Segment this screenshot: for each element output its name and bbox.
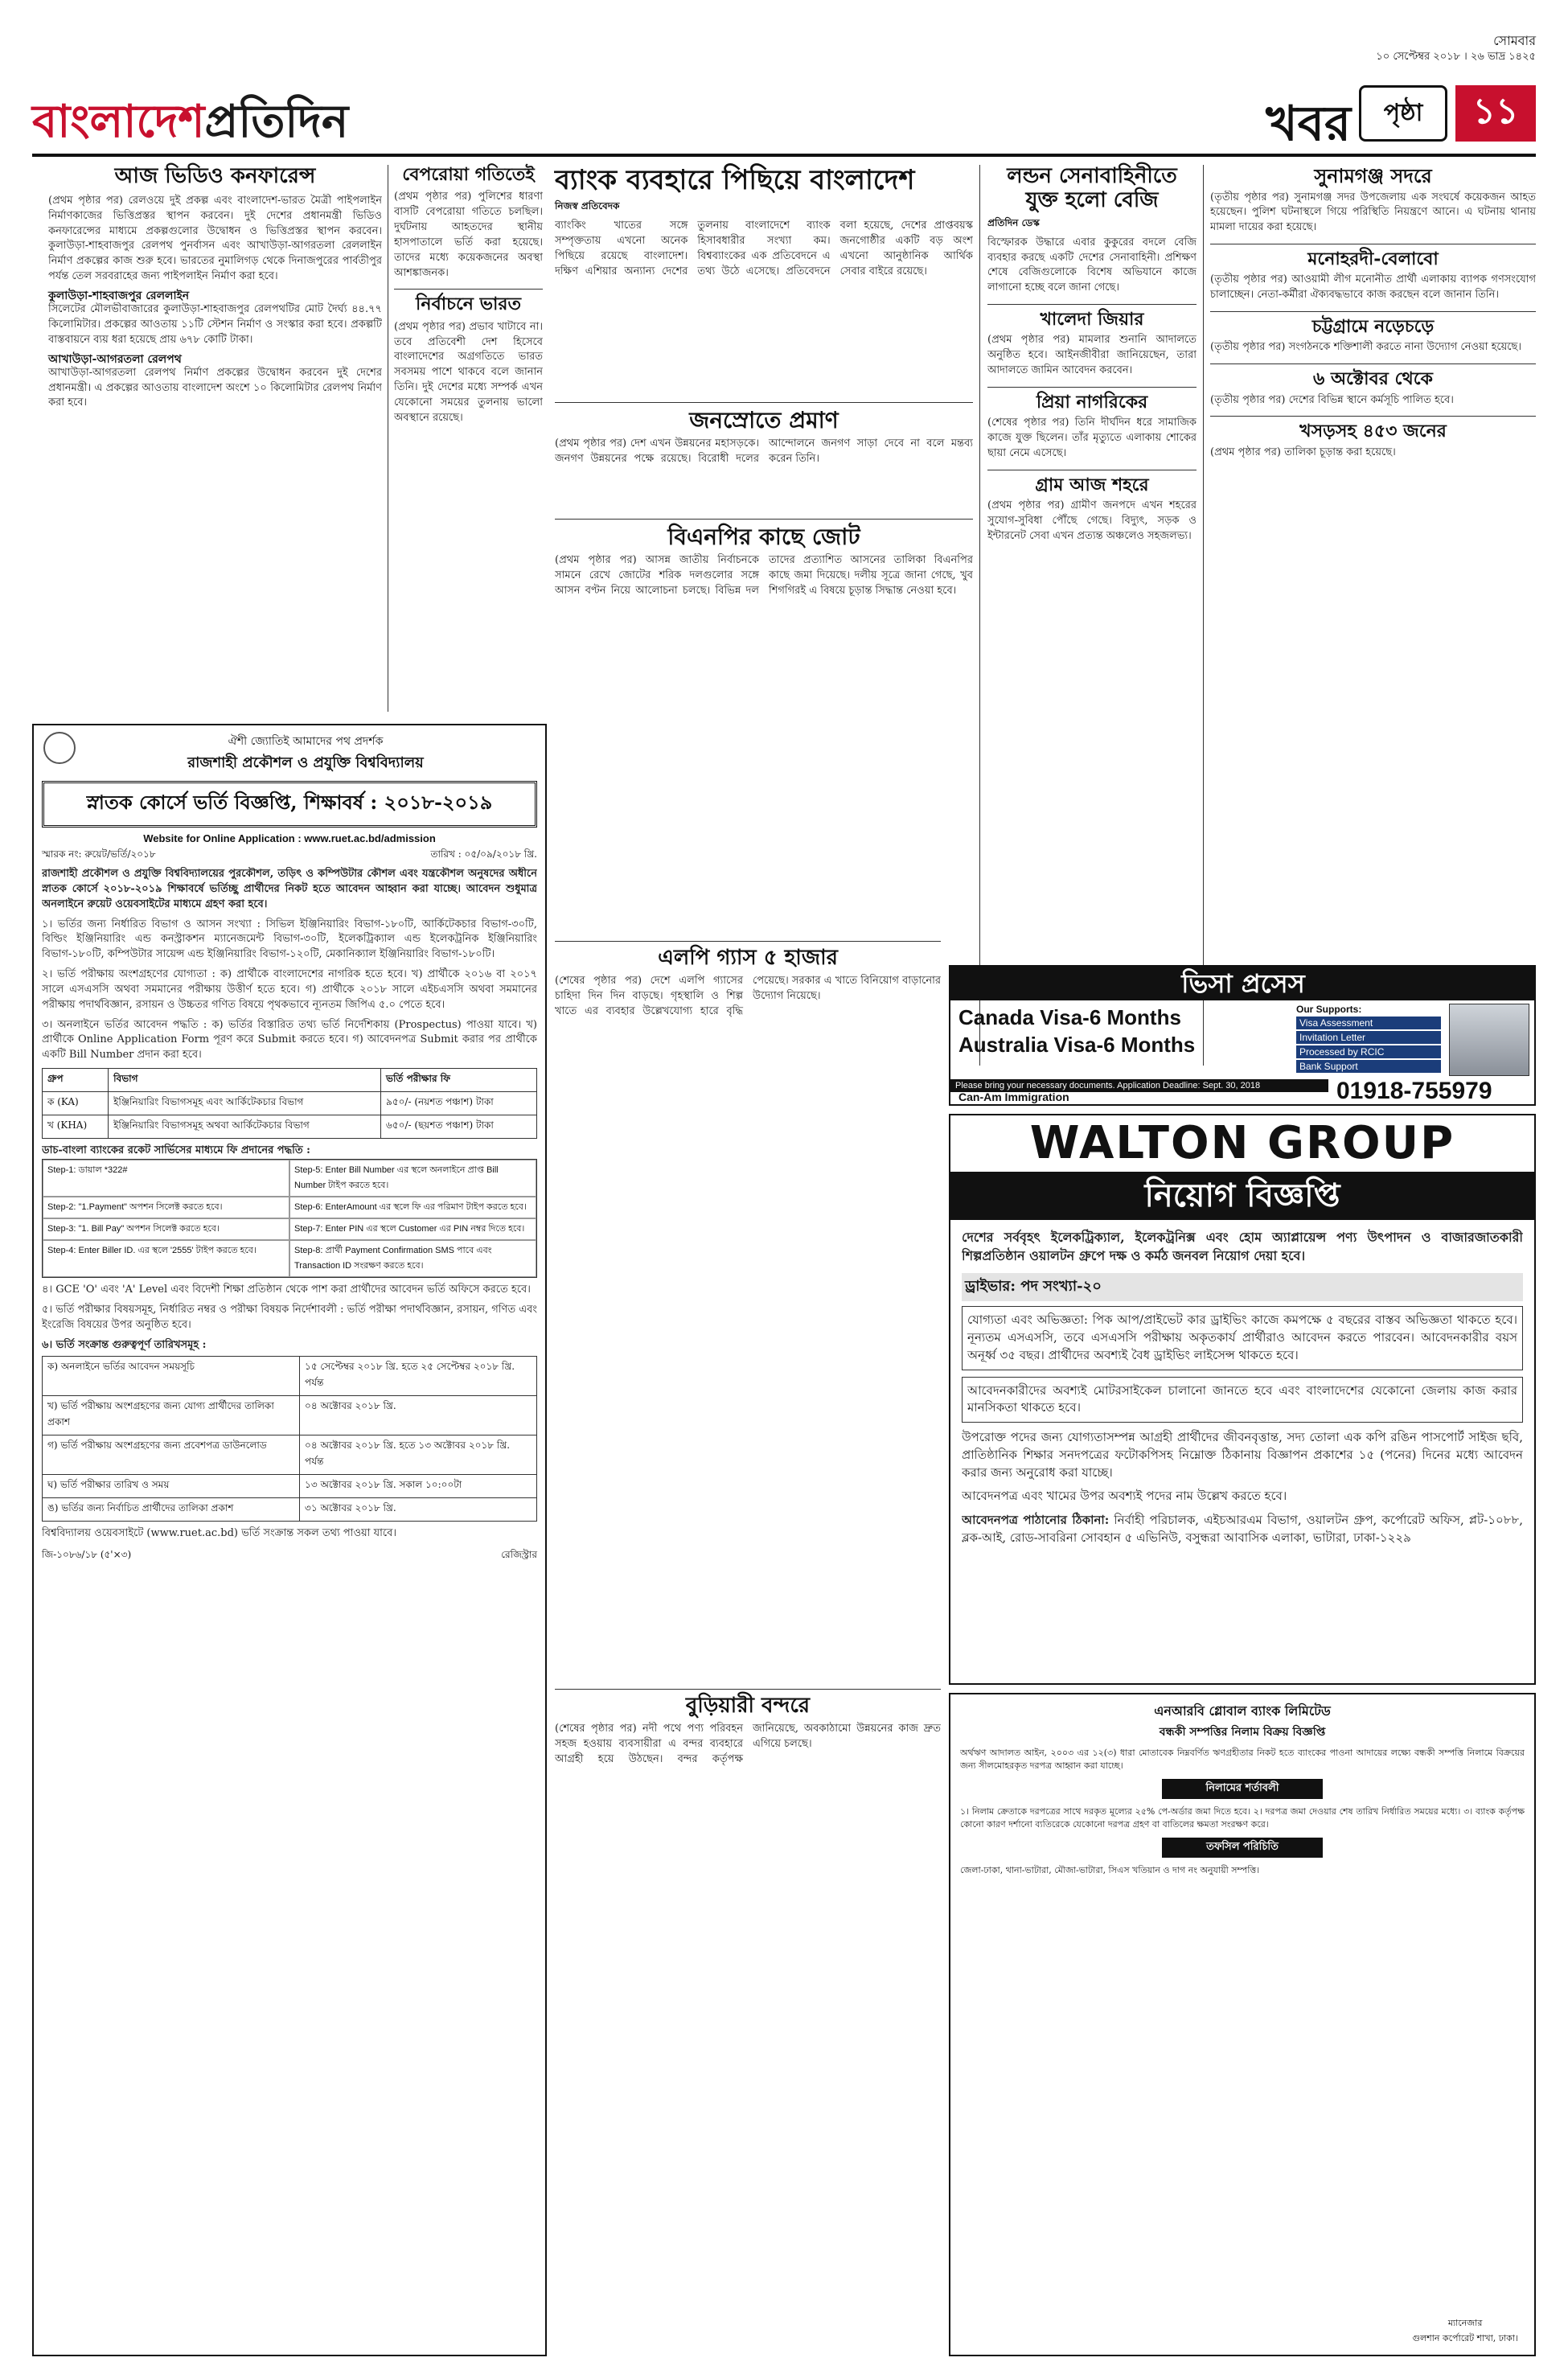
article-headline[interactable]: বুড়িয়ারী বন্দরে (685, 1694, 811, 1718)
signer-branch: গুলশান কর্পোরেট শাখা, ঢাকা। (1412, 2333, 1518, 2343)
walton-requirements: যোগ্যতা এবং অভিজ্ঞতা: পিক আপ/প্রাইভেট কার ড্রাইভিং কাজে কমপক্ষে ৫ বছরের বাস্তব অভিজ্ঞতা থাকতে হবে। নূন্যতম এসএসসি, তবে এসএসসি পরীক্ষায় অকৃতকার্য প্রার্থীরাও আবেদন করতে পারবেন। আবেদনকারীর বয়স অনূর্ধ্ব ৩৫ বছর। প্রার্থীদের অবশ্যই বৈধ ড্রাইভিং লাইসেন্স থাকতে হবে। (962, 1306, 1523, 1370)
address-label: আবেদনপত্র পাঠানোর ঠিকানা: (962, 1513, 1110, 1528)
ruet-footer: বিশ্ববিদ্যালয় ওয়েবসাইটে (www.ruet.ac.bd) ভর্তি সংক্রান্ত সকল তথ্য পাওয়া যাবে। (42, 1527, 396, 1540)
walton-intro: দেশের সর্ববৃহৎ ইলেকট্রিক্যাল, ইলেকট্রনিক্স এবং হোম অ্যাপ্লায়েন্স পণ্য উৎপাদন ও বাজারজাতকারী শিল্পপ্রতিষ্ঠান ওয়ালটন গ্রুপে দক্ষ ও কর্মঠ জনবল নিয়োগ দেয়া হবে। (962, 1230, 1523, 1264)
date-cell: ০৪ অক্টোবর ২০১৮ খ্রি. (300, 1396, 537, 1435)
ruet-sign-line (42, 1548, 537, 1564)
walton-post: ড্রাইভার: পদ সংখ্যা-২০ (962, 1273, 1523, 1301)
article-headline[interactable]: আজ ভিডিও কনফারেন্স (114, 164, 316, 188)
date-cell: ঙ) ভর্তির জন্য নির্বাচিত প্রার্থীদের তালিকা প্রকাশ (43, 1498, 300, 1522)
article-headline[interactable]: মনোহরদী-বেলাবো (1210, 244, 1536, 269)
payment-step: Step-1: ডায়াল *322# (43, 1160, 289, 1197)
article-headline[interactable]: বেপরোয়া গতিতেই (402, 164, 535, 185)
walton-apply: উপরোক্ত পদের জন্য যোগ্যতাসম্পন্ন আগ্রহী প্রার্থীদের জীবনবৃত্তান্ত, সদ্য তোলা এক কপি রঙিন পাসপোর্ট সাইজ ছবি, প্রাতিষ্ঠানিক শিক্ষার সনদপত্রের ফটোকপিসহ নিম্নোক্ত ঠিকানায় বিজ্ঞাপন প্রকাশের ১৫ (পনের) দিনের মধ্যে আবেদন করার জন্য অনুরোধ করা যাচ্ছে। (962, 1430, 1523, 1480)
fee-table (42, 1068, 537, 1139)
dates-table (42, 1356, 537, 1522)
article-headline[interactable]: খসড়সহ ৪৫৩ জনের (1210, 416, 1536, 442)
article-london-army (987, 165, 1197, 1066)
memo-date: তারিখ : ০৫/০৯/২০১৮ খ্রি. (430, 848, 537, 860)
nrb-body: অর্থঋণ আদালত আইন, ২০০৩ এর ১২(৩) ধারা মোতাবেক নিম্নবর্ণিত ঋণগ্রহীতার নিকট হতে ব্যাংকের পাওনা আদায়ের লক্ষ্যে বন্ধকী সম্পত্তি নিলামে বিক্রয়ের জন্য সীলমোহরকৃত দরপত্র আহ্বান করা যাচ্ছে। (960, 1748, 1525, 1771)
article-crowd-proof (555, 402, 973, 515)
fee-header-row (43, 1069, 537, 1092)
ruet-section-3: ৩। অনলাইনে ভর্তির আবেদন পদ্ধতি : ক) ভর্তির বিস্তারিত তথ্য ভর্তি নির্দেশিকায় (Prospectus) পাওয়া যাবে। খ) প্রার্থীকে Online Application Form পূরণ করে Submit করতে হবে। গ) আবেদনপত্র Submit করার পর প্রার্থীকে একটি Bill Number প্রদান করা হবে। (42, 1018, 537, 1062)
date-cell: ১৫ সেপ্টেম্বর ২০১৮ খ্রি. হতে ২৫ সেপ্টেম্বর ২০১৮ খ্রি. পর্যন্ত (300, 1357, 537, 1396)
fee-cell: ইঞ্জিনিয়ারিং বিভাগসমূহ অথবা আর্কিটেকচার বিভাগ (109, 1115, 381, 1139)
fee-row (43, 1115, 537, 1139)
consultant-photo (1449, 1004, 1529, 1076)
fee-row (43, 1092, 537, 1115)
service-item: Invitation Letter (1296, 1031, 1441, 1044)
article-reckless-speed (394, 165, 543, 720)
fee-header-group: গ্রুপ (43, 1069, 109, 1092)
date-row (43, 1498, 537, 1522)
signer-title: ম্যানেজার (1447, 2318, 1483, 2328)
article-headline[interactable]: সুনামগঞ্জ সদরে (1314, 164, 1432, 187)
article-headline[interactable]: প্রিয়া নাগরিকের (987, 387, 1197, 413)
service-item: Visa Assessment (1296, 1017, 1441, 1029)
visa-ad-title: ভিসা প্রসেস (950, 967, 1536, 1000)
date-row (43, 1435, 537, 1475)
walton-title: নিয়োগ বিজ্ঞপ্তি (950, 1172, 1534, 1220)
nrb-auction-notice[interactable] (949, 1693, 1536, 2356)
service-item: Bank Support (1296, 1060, 1441, 1073)
date-row (43, 1396, 537, 1435)
article-video-conference (48, 165, 382, 720)
walton-address (962, 1512, 1523, 1547)
page-label: পৃষ্ঠা (1359, 85, 1447, 142)
steps-intro: ডাচ-বাংলা ব্যাংকের রকেট সার্ভিসের মাধ্যমে ফি প্রদানের পদ্ধতি : (42, 1144, 310, 1157)
article-body: (তৃতীয় পৃষ্ঠার পর) আওয়ামী লীগ মনোনীত প্রার্থী এলাকায় ব্যাপক গণসংযোগ চালাচ্ছেন। নেতা-কর্মীরা ঐক্যবদ্ধভাবে কাজ করছেন বলে জানান তিনি। (1210, 273, 1536, 302)
ruet-logo (43, 732, 76, 764)
date-cell: খ) ভর্তি পরীক্ষায় অংশগ্রহণের জন্য যোগ্য প্রার্থীদের তালিকা প্রকাশ (43, 1396, 300, 1435)
ad-code: জি-১০৮৬/১৮ (৫'×৩) (42, 1549, 132, 1561)
article-headline[interactable]: চট্টগ্রামে নড়েচড়ে (1210, 311, 1536, 337)
memo-line (42, 848, 537, 864)
subhead: আখাউড়া-আগরতলা রেলপথ (48, 352, 182, 366)
payment-step: Step-2: "1.Payment" অপশন সিলেক্ট করতে হবে। (43, 1197, 289, 1218)
article-headline[interactable]: লন্ডন সেনাবাহিনীতে যুক্ত হলো বেজি (1007, 164, 1177, 212)
fee-cell: ইঞ্জিনিয়ারিং বিভাগসমূহ এবং আর্কিটেকচার বিভাগ (109, 1092, 381, 1115)
visa-company: Can-Am Immigration (958, 1090, 1069, 1103)
article-body: (তৃতীয় পৃষ্ঠার পর) দেশের বিভিন্ন স্থানে কর্মসূচি পালিত হবে। (1210, 393, 1454, 406)
payment-step: Step-5: Enter Bill Number এর স্থলে অনলাইনে প্রাপ্ত Bill Number টাইপ করতে হবে। (289, 1160, 536, 1197)
article-bnp-alliance (555, 519, 973, 937)
date-block (1367, 32, 1536, 65)
visa-services (1296, 1004, 1441, 1074)
article-body: (প্রথম পৃষ্ঠার পর) আসন্ন জাতীয় নির্বাচনকে সামনে রেখে জোটের শরিক দলগুলোর সঙ্গে আসন বণ্টন নিয়ে আলোচনা চলছে। বিভিন্ন দল তাদের প্রত্যাশিত আসনের তালিকা বিএনপির কাছে জমা দিয়েছে। দলীয় সূত্রে জানা গেছে, খুব শিগগিরই এ বিষয়ে চূড়ান্ত সিদ্ধান্ত নেওয়া হবে। (555, 554, 973, 597)
article-body: (প্রথম পৃষ্ঠার পর) প্রভাব খাটাবে না। তবে প্রতিবেশী দেশ হিসেবে বাংলাদেশের অগ্রগতিতে ভারত সবসময় পাশে থাকবে বলে জানান তিনি। দুই দেশের মধ্যে সম্পর্ক এখন যেকোনো সময়ের তুলনায় ভালো অবস্থানে রয়েছে। (394, 320, 543, 424)
address-text: নির্বাহী পরিচালক, এইচআরএম বিভাগ, ওয়ালটন গ্রুপ, কর্পোরেট অফিস, প্লট-১০৮৮, ব্লক-আই, রোড-সাবরিনা সোবহান ৫ এভিনিউ, বসুন্ধরা আবাসিক এলাকা, ভাটারা, ঢাকা-১২২৯ (962, 1513, 1523, 1545)
date-row (43, 1475, 537, 1498)
article-headline[interactable]: বিএনপির কাছে জোট (667, 524, 860, 550)
ruet-section-2: ২। ভর্তি পরীক্ষায় অংশগ্রহণের যোগ্যতা : ক) প্রার্থীকে বাংলাদেশের নাগরিক হতে হবে। খ) প্রার্থীকে ২০১৬ বা ২০১৭ সালে এসএসসি অথবা সমমানের পরীক্ষায় উত্তীর্ণ হতে হবে। গ) প্রার্থীকে ২০১৮ সালে এইচএসসি অথবা সমমানের পরীক্ষায় পদার্থবিজ্ঞান, রসায়ন ও উচ্চতর গণিত বিষয়ে পৃথকভাবে ন্যূনতম জিপিএ ৫.০ পেতে হবে। (42, 968, 537, 1011)
walton-note: আবেদনকারীদের অবশ্যই মোটরসাইকেল চালানো জানতে হবে এবং বাংলাদেশের যেকোনো জেলায় কাজ করার মানসিকতা থাকতে হবে। (962, 1377, 1523, 1423)
byline: নিজস্ব প্রতিবেদক (555, 200, 620, 212)
article-headline[interactable]: এলপি গ্যাস ৫ হাজার (658, 946, 838, 970)
ruet-intro: রাজশাহী প্রকৌশল ও প্রযুক্তি বিশ্ববিদ্যালয়ের পুরকৌশল, তড়িৎ ও কম্পিউটার কৌশল এবং যন্ত্রকৌশল অনুষদের অধীনে স্নাতক কোর্সে ২০১৮-২০১৯ শিক্ষাবর্ষে ভর্তিচ্ছু প্রার্থীদের নিকট হতে আবেদন আহ্বান করা যাচ্ছে। আবেদন শুধুমাত্র অনলাইনে রুয়েট ওয়েবসাইটের মাধ্যমে গ্রহণ করা হবে। (42, 868, 537, 910)
ruet-section-1: ১। ভর্তির জন্য নির্ধারিত বিভাগ ও আসন সংখ্যা : সিভিল ইঞ্জিনিয়ারিং বিভাগ-১৮০টি, আর্কিটেকচার বিভাগ-৩০টি, বিল্ডিং ইঞ্জিনিয়ারিং এন্ড কনস্ট্রাকশন ম্যানেজমেন্ট বিভাগ-৩০টি, ইলেকট্রিক্যাল এন্ড ইলেকট্রনিক ইঞ্জিনিয়ারিং বিভাগ-১৮০টি, কম্পিউটার সায়েন্স এন্ড ইঞ্জিনিয়ারিং বিভাগ-১২০টি, মেকানিক্যাল ইঞ্জিনিয়ারিং বিভাগ-১৮০টি। (42, 918, 537, 961)
article-body: (প্রথম পৃষ্ঠার পর) রেলওয়ে দুই প্রকল্প এবং বাংলাদেশ-ভারত মৈত্রী পাইপলাইন নির্মাণকাজের ভিত্তিপ্রস্তর স্থাপন করবেন। দুই দেশের প্রধানমন্ত্রী ভিডিও কনফারেন্সের মাধ্যমে প্রকল্পগুলোর উদ্বোধন ও ভিত্তিপ্রস্তর স্থাপন করবেন। কুলাউড়া-শাহবাজপুর রেলপথ পুনর্বাসন এবং আখাউড়া-আগরতলা রেললাইন নির্মাণ প্রকল্পের কাজ শুরু হবে। ভারতের নুমালিগড় থেকে দিনাজপুরের পার্বতীপুর পর্যন্ত তেল সরবরাহের জন্য পাইপলাইন নির্মাণ করা হবে। (48, 194, 382, 283)
fee-header-amount: ভর্তি পরীক্ষার ফি (381, 1069, 537, 1092)
visa-australia: Australia Visa-6 Months (958, 1033, 1196, 1057)
walton-brand: WALTON GROUP (1029, 1117, 1455, 1169)
fee-cell: খ (KHA) (43, 1115, 109, 1139)
ruet-motto: ঐশী জ্যোতিই আমাদের পথ প্রদর্শক (228, 735, 384, 748)
payment-step: Step-7: Enter PIN এর স্থলে Customer এর PIN নম্বর দিতে হবে। (289, 1218, 536, 1240)
nrb-terms-title: নিলামের শর্তাবলী (1162, 1779, 1323, 1799)
walton-envelope: আবেদনপত্র এবং খামের উপর অবশ্যই পদের নাম উল্লেখ করতে হবে। (962, 1489, 1287, 1504)
nrb-signer (1412, 2316, 1518, 2347)
article-headline[interactable]: জনস্রোতে প্রমাণ (689, 407, 839, 433)
payment-step: Step-6: EnterAmount এর স্থলে ফি এর পরিমাণ টাইপ করতে হবে। (289, 1197, 536, 1218)
column-rule (979, 165, 980, 1066)
fee-cell: ৬৫০/- (ছয়শত পঞ্চাশ) টাকা (381, 1115, 537, 1139)
page-number: ১১ (1455, 85, 1536, 142)
article-bank-usage (555, 165, 973, 398)
visa-phone[interactable]: 01918-755979 (1336, 1078, 1492, 1104)
article-headline[interactable]: গ্রাম আজ শহরে (987, 470, 1197, 495)
payment-step: Step-4: Enter Biller ID. এর স্থলে '2555' টাইপ করতে হবে। (43, 1240, 289, 1277)
nrb-subtitle: বন্ধকী সম্পত্তির নিলাম বিক্রয় বিজ্ঞপ্তি (1159, 1726, 1326, 1739)
memo-number: স্মারক নং: রুয়েট/ভর্তি/২০১৮ (42, 848, 156, 860)
date-cell: ১৩ অক্টোবর ২০১৮ খ্রি. সকাল ১০:০০টা (300, 1475, 537, 1498)
subhead: কুলাউড়া-শাহবাজপুর রেললাইন (48, 289, 190, 302)
services-title: Our Supports: (1296, 1004, 1362, 1015)
article-body: (প্রথম পৃষ্ঠার পর) পুলিশের ধারণা বাসটি বেপরোয়া গতিতে চলছিল। দুর্ঘটনায় আহতদের স্থানীয় হাসপাতালে ভর্তি করা হয়েছে। তাদের মধ্যে কয়েকজনের অবস্থা আশঙ্কাজনক। (394, 191, 543, 279)
column-rule (1203, 165, 1204, 1066)
date-cell: গ) ভর্তি পরীক্ষায় অংশগ্রহণের জন্য প্রবেশপত্র ডাউনলোড (43, 1435, 300, 1475)
ruet-section-6: ৬। ভর্তি সংক্রান্ত গুরুত্বপূর্ণ তারিখসমূহ : (42, 1338, 207, 1351)
ruet-title: স্নাতক কোর্সে ভর্তি বিজ্ঞপ্তি, শিক্ষাবর্ষ : ২০১৮-২০১৯ (42, 781, 537, 828)
article-body: ব্যাংকিং খাতের সঙ্গে সম্পৃক্ততায় এখনো অনেক পিছিয়ে রয়েছে বাংলাদেশ। দক্ষিণ এশিয়ার অন্যান্য দেশের তুলনায় বাংলাদেশে ব্যাংক হিসাবধারীর সংখ্যা কম। বিশ্বব্যাংকের এক প্রতিবেদনে এ তথ্য উঠে এসেছে। প্রতিবেদনে বলা হয়েছে, দেশের প্রাপ্তবয়স্ক জনগোষ্ঠীর একটি বড় অংশ এখনো আনুষ্ঠানিক আর্থিক সেবার বাইরে রয়েছে। (555, 220, 973, 277)
article-body: (শেষের পৃষ্ঠার পর) তিনি দীর্ঘদিন ধরে সামাজিক কাজে যুক্ত ছিলেন। তাঁর মৃত্যুতে এলাকায় শোকের ছায়া নেমে এসেছে। (987, 417, 1197, 459)
registrar: রেজিস্ট্রার (501, 1549, 537, 1561)
article-body: (তৃতীয় পৃষ্ঠার পর) সুনামগঞ্জ সদর উপজেলায় এক সংঘর্ষে কয়েকজন আহত হয়েছেন। পুলিশ ঘটনাস্থলে গিয়ে পরিস্থিতি নিয়ন্ত্রণে আনে। এ ঘটনায় থানায় মামলা দায়ের করা হয়েছে। (1210, 191, 1536, 234)
date-cell: ঘ) ভর্তি পরীক্ষার তারিখ ও সময় (43, 1475, 300, 1498)
nrb-schedule: জেলা-ঢাকা, থানা-ভাটারা, মৌজা-ভাটারা, সিএস খতিয়ান ও দাগ নং অনুযায়ী সম্পত্তি। (960, 1864, 1260, 1875)
section-title: খবর (1266, 96, 1351, 152)
article-body: (প্রথম পৃষ্ঠার পর) মামলার শুনানি আদালতে অনুষ্ঠিত হবে। আইনজীবীরা জানিয়েছেন, তারা আদালতে জামিন আবেদন করবেন। (987, 334, 1197, 377)
newspaper-logo[interactable] (32, 87, 348, 162)
article-budimari-port (555, 1689, 941, 2340)
article-sunamganj (1210, 165, 1536, 969)
ruet-website[interactable]: Website for Online Application : www.ruet.ac.bd/admission (143, 832, 436, 844)
nrb-schedule-title: তফসিল পরিচিতি (1162, 1838, 1323, 1858)
ruet-section-4: ৪। GCE 'O' এবং 'A' Level এবং বিদেশী শিক্ষা প্রতিষ্ঠান থেকে পাশ করা প্রার্থীদের আবেদন ভর্তি অফিসে করতে হবে। (42, 1283, 531, 1296)
article-headline[interactable]: ৬ অক্টোবর থেকে (1210, 363, 1536, 389)
article-body: (শেষের পৃষ্ঠার পর) দেশে এলপি গ্যাসের চাহিদা দিন দিন বাড়ছে। গৃহস্থালি ও শিল্প খাতে এর ব্যবহার উল্লেখযোগ্য হারে বৃদ্ধি পেয়েছে। সরকার এ খাতে বিনিয়োগ বাড়ানোর উদ্যোগ নিয়েছে। (555, 974, 941, 1017)
date-cell: ক) অনলাইনে ভর্তির আবেদন সময়সূচি (43, 1357, 300, 1396)
fee-cell: ক (KA) (43, 1092, 109, 1115)
masthead (32, 80, 1536, 157)
visa-canada: Canada Visa-6 Months (958, 1005, 1181, 1029)
article-body: (তৃতীয় পৃষ্ঠার পর) সংগঠনকে শক্তিশালী করতে নানা উদ্যোগ নেওয়া হয়েছে। (1210, 341, 1522, 354)
service-item: Processed by RCIC (1296, 1045, 1441, 1058)
walton-recruitment-ad[interactable] (949, 1114, 1536, 1685)
issue-date: ১০ সেপ্টেম্বর ২০১৮ । ২৬ ভাদ্র ১৪২৫ (1376, 51, 1536, 64)
article-body: সিলেটের মৌলভীবাজারের কুলাউড়া-শাহবাজপুর রেলপথটির মোট দৈর্ঘ্য ৪৪.৭৭ কিলোমিটার। প্রকল্পের আওতায় ১১টি স্টেশন নির্মাণ ও সংস্কার করা হবে। প্রকল্পটি বাস্তবায়নে ব্যয় ধরা হয়েছে প্রায় ৬৭৮ কোটি টাকা। (48, 303, 382, 346)
date-cell: ৩১ অক্টোবর ২০১৮ খ্রি. (300, 1498, 537, 1522)
date-cell: ০৪ অক্টোবর ২০১৮ খ্রি. হতে ১৩ অক্টোবর ২০১৮ খ্রি. পর্যন্ত (300, 1435, 537, 1475)
article-body: বিস্ফোরক উদ্ধারে এবার কুকুরের বদলে বেজি ব্যবহার করছে একটি দেশের সেনাবাহিনী। প্রশিক্ষণ শেষে বেজিগুলোকে বিশেষ অভিযানে কাজে লাগানো হচ্ছে বলে জানা গেছে। (987, 236, 1197, 294)
ruet-admission-ad (32, 724, 547, 2356)
weekday: সোমবার (1493, 33, 1536, 48)
payment-step: Step-8: প্রার্থী Payment Confirmation SMS পাবে এবং Transaction ID সংরক্ষণ করতে হবে। (289, 1240, 536, 1277)
visa-process-ad[interactable] (949, 965, 1536, 1106)
date-row (43, 1357, 537, 1396)
article-body: আখাউড়া-আগরতলা রেলপথ নির্মাণ প্রকল্পের উদ্বোধন করবেন দুই দেশের প্রধানমন্ত্রী। এ প্রকল্পের আওতায় বাংলাদেশ অংশে ১০ কিলোমিটার রেলপথ নির্মাণ করা হবে। (48, 366, 382, 409)
article-body: (প্রথম পৃষ্ঠার পর) দেশ এখন উন্নয়নের মহাসড়কে। জনগণ উন্নয়নের পক্ষে রয়েছে। বিরোধী দলের আন্দোলনে জনগণ সাড়া দেবে না বলে মন্তব্য করেন তিনি। (555, 437, 973, 466)
logo-red: বাংলাদেশ (32, 96, 205, 148)
ruet-name: রাজশাহী প্রকৌশল ও প্রযুক্তি বিশ্ববিদ্যালয় (187, 754, 424, 771)
logo-dark: প্রতিদিন (204, 96, 349, 148)
fee-cell: ৯৫০/- (নয়শত পঞ্চাশ) টাকা (381, 1092, 537, 1115)
nrb-title: এনআরবি গ্লোবাল ব্যাংক লিমিটেড (1154, 1703, 1331, 1719)
nrb-terms: ১। নিলাম ক্রেতাকে দরপত্রের সাথে দরকৃত মূল্যের ২৫% পে-অর্ডার জমা দিতে হবে। ২। দরপত্র জমা দেওয়ার শেষ তারিখ নির্ধারিত সময়ের মধ্যে। ৩। ব্যাংক কর্তৃপক্ষ কোনো কারণ দর্শানো ব্যতিরেকে যেকোনো দরপত্র গ্রহণ বা বাতিলের ক্ষমতা সংরক্ষণ করে। (960, 1805, 1525, 1830)
payment-step: Step-3: "1. Bill Pay" অপশন সিলেক্ট করতে হবে। (43, 1218, 289, 1240)
article-body: (প্রথম পৃষ্ঠার পর) তালিকা চূড়ান্ত করা হয়েছে। (1210, 446, 1396, 458)
article-body: (শেষের পৃষ্ঠার পর) নদী পথে পণ্য পরিবহন সহজ হওয়ায় ব্যবসায়ীরা এ বন্দর ব্যবহারে আগ্রহী হয়ে উঠছেন। বন্দর কর্তৃপক্ষ জানিয়েছে, অবকাঠামো উন্নয়নের কাজ দ্রুত এগিয়ে চলছে। (555, 1722, 941, 1765)
article-lpg (555, 941, 941, 1110)
ruet-section-5: ৫। ভর্তি পরীক্ষার বিষয়সমূহ, নির্ধারিত নম্বর ও পরীক্ষা বিষয়ক নির্দেশাবলী : ভর্তি পরীক্ষা পদার্থবিজ্ঞান, রসায়ন, গণিত এবং ইংরেজি বিষয়ের উপর অনুষ্ঠিত হবে। (42, 1303, 537, 1331)
article-headline[interactable]: খালেদা জিয়ার (987, 304, 1197, 330)
visa-footer: Please bring your necessary documents. Application Deadline: Sept. 30, 2018 (950, 1079, 1328, 1092)
article-headline[interactable]: ব্যাংক ব্যবহারে পিছিয়ে বাংলাদেশ (555, 164, 915, 196)
payment-steps (42, 1159, 537, 1278)
article-body: (প্রথম পৃষ্ঠার পর) গ্রামীণ জনপদে এখন শহরের সুযোগ-সুবিধা পৌঁছে গেছে। বিদ্যুৎ, সড়ক ও ইন্টারনেট সেবা এখন প্রত্যন্ত অঞ্চলেও সহজলভ্য। (987, 499, 1197, 542)
byline: প্রতিদিন ডেস্ক (987, 216, 1040, 228)
article-headline[interactable]: নির্বাচনে ভারত (394, 289, 543, 314)
fee-header-dept: বিভাগ (109, 1069, 381, 1092)
